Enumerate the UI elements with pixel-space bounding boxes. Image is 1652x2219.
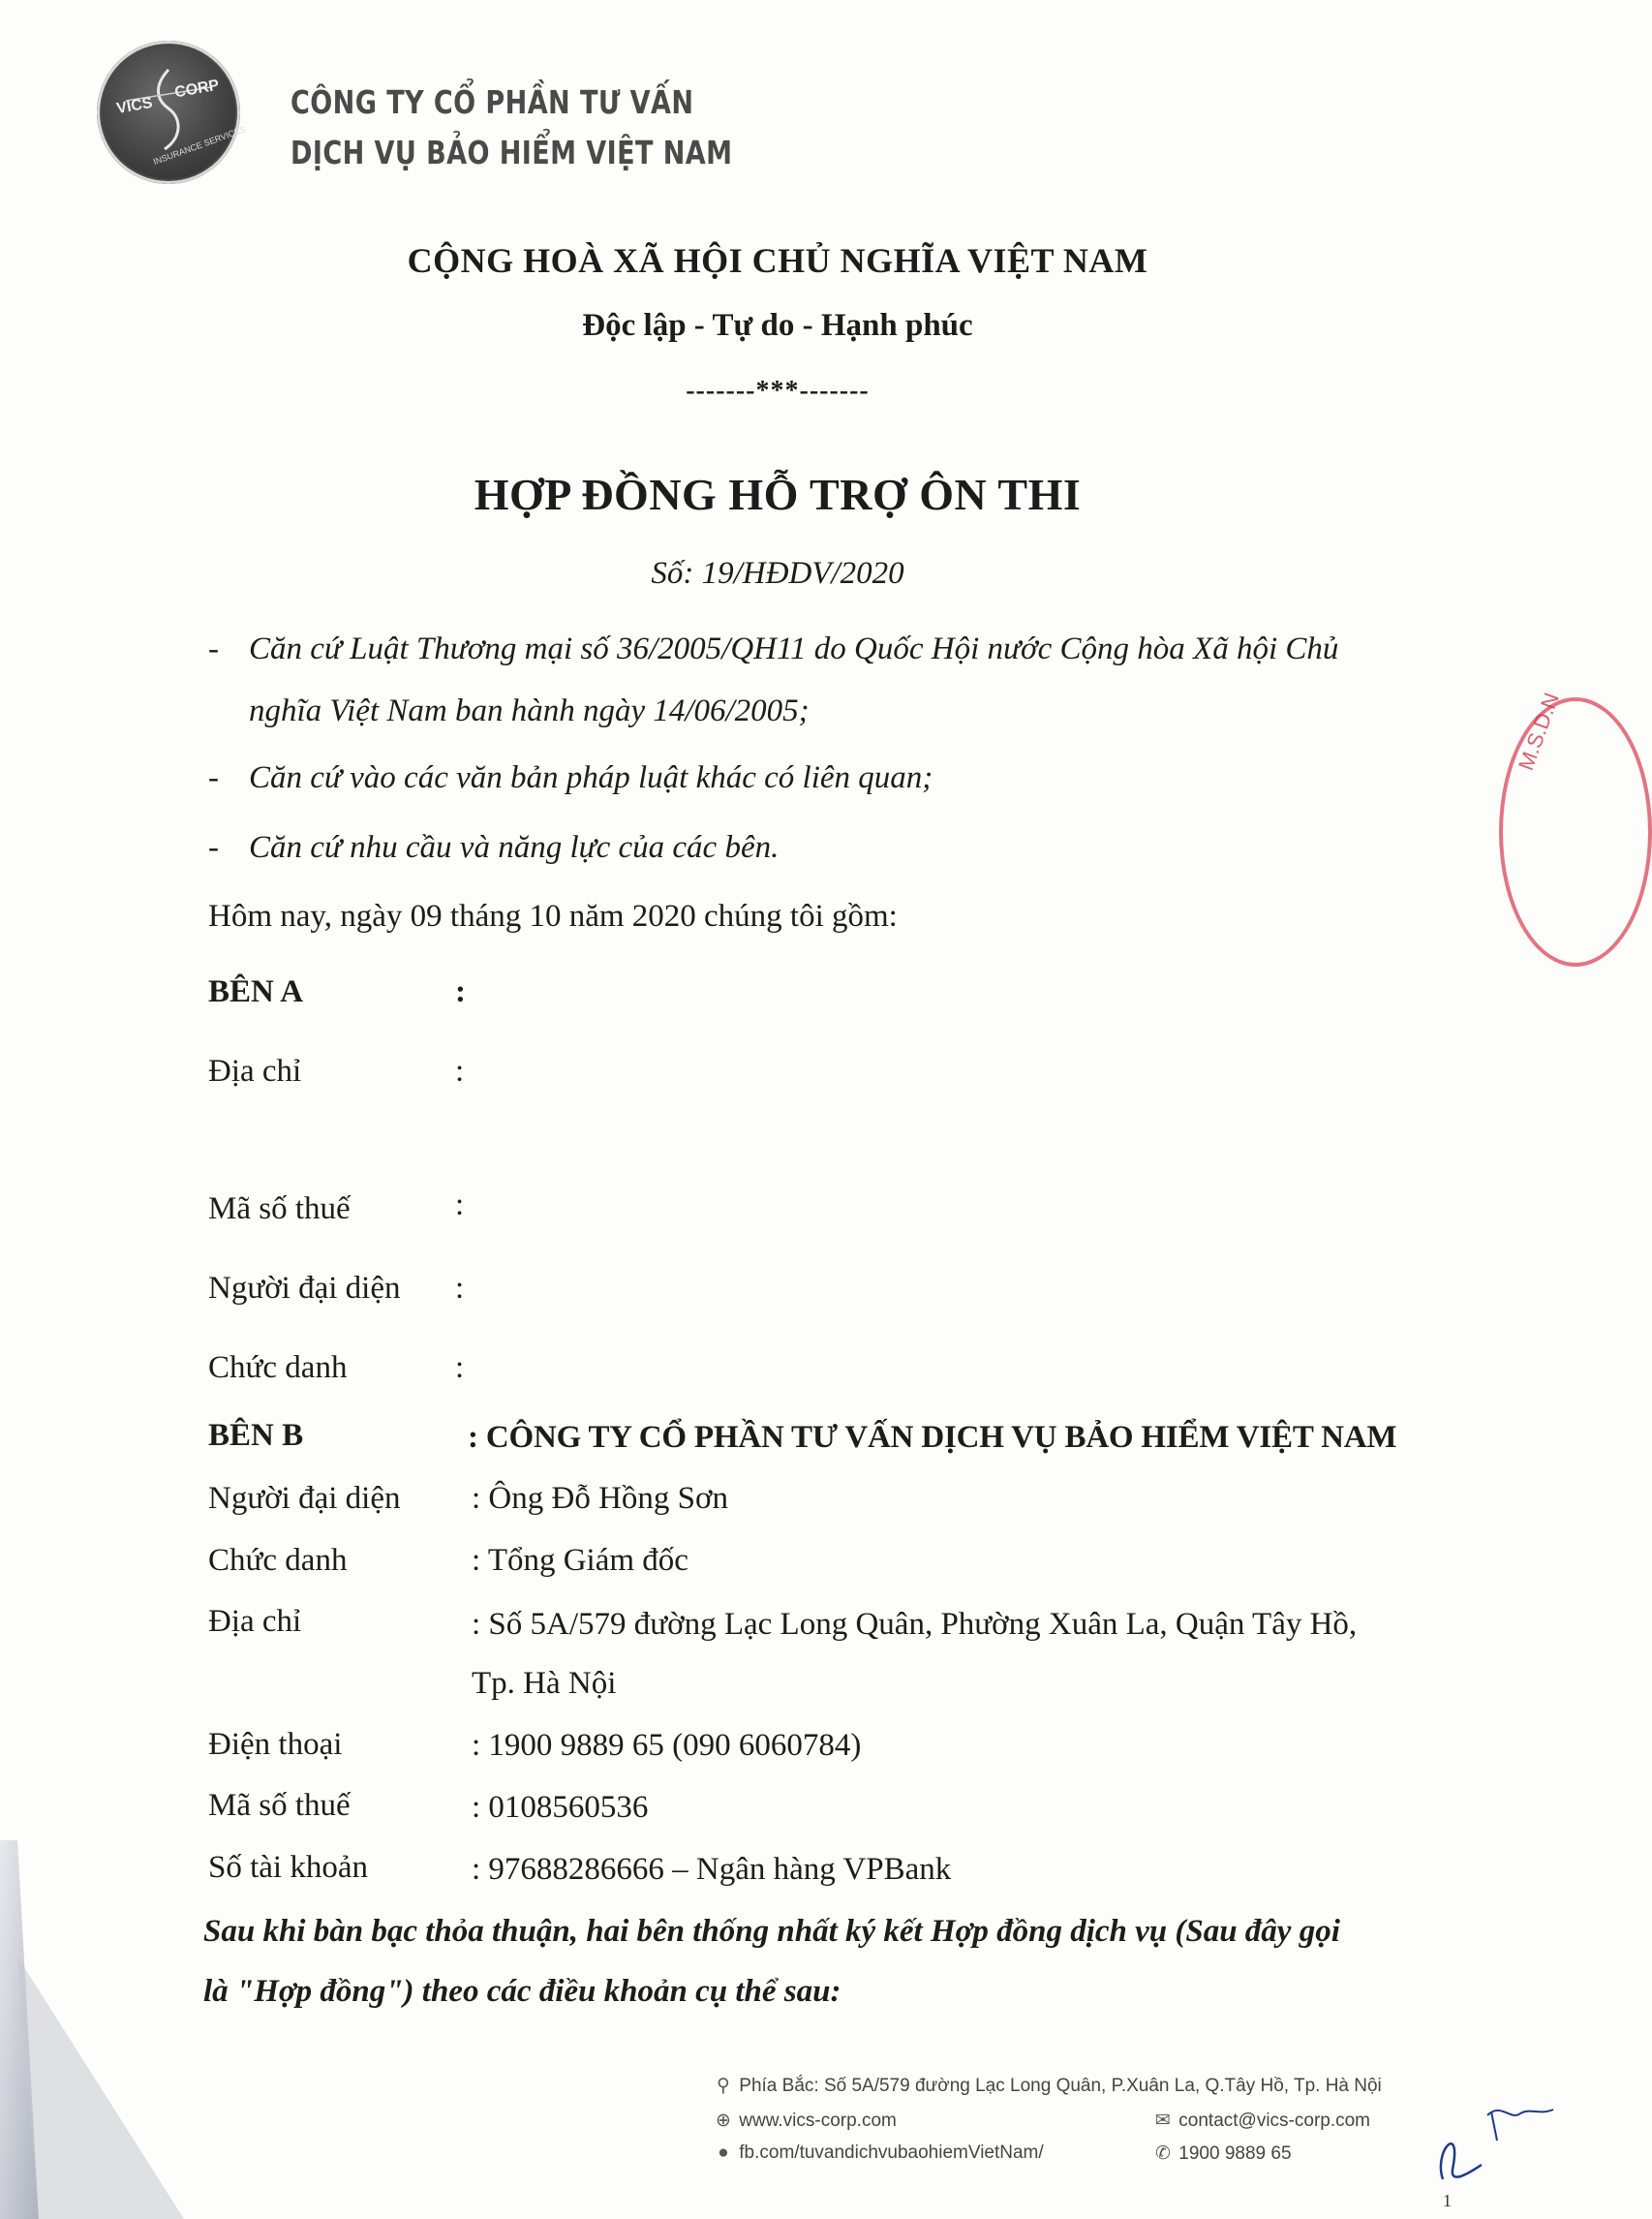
closing-line2: là "Hợp đồng") theo các điều khoản cụ thể sau: — [203, 1974, 841, 2009]
party-b-address-label: Địa chỉ — [208, 1604, 302, 1639]
location-pin-icon: ⚲ — [717, 2076, 730, 2096]
title-divider: -------***------- — [686, 376, 870, 406]
svg-text:VICS: VICS — [115, 94, 154, 118]
party-a-tax-colon: : — [455, 1187, 465, 1222]
party-a-colon: : — [455, 974, 466, 1009]
footer-hotline[interactable] — [1152, 2142, 1292, 2165]
bullet-dash: - — [208, 830, 219, 865]
footer-facebook[interactable] — [713, 2142, 1044, 2164]
national-motto: Độc lập - Tự do - Hạnh phúc — [582, 308, 973, 343]
company-name-line1: CÔNG TY CỔ PHẦN TƯ VẤN — [291, 83, 694, 121]
contract-date-line: Hôm nay, ngày 09 tháng 10 năm 2020 chúng tôi gồm: — [208, 899, 898, 934]
party-b-position-label: Chức danh — [208, 1543, 348, 1578]
footer-email[interactable] — [1152, 2110, 1370, 2132]
party-b-account-value: : 97688286666 – Ngân hàng VPBank — [472, 1852, 952, 1887]
decorative-corner-shape — [0, 1840, 184, 2219]
footer-address — [713, 2075, 1382, 2097]
basis-item-1-line2: nghĩa Việt Nam ban hành ngày 14/06/2005; — [249, 693, 810, 728]
svg-text:CORP: CORP — [173, 77, 221, 102]
bullet-dash: - — [208, 632, 219, 666]
party-a-rep-colon: : — [455, 1271, 465, 1306]
company-header — [291, 77, 732, 178]
facebook-icon: ● — [718, 2142, 729, 2163]
contract-number: Số: 19/HĐDV/2020 — [651, 556, 904, 591]
party-a-label: BÊN A — [208, 974, 304, 1009]
party-b-phone-value: : 1900 9889 65 (090 6060784) — [472, 1728, 862, 1763]
party-b-account-label: Số tài khoản — [208, 1850, 368, 1885]
party-a-address-label: Địa chỉ — [208, 1054, 302, 1089]
logo-emblem-icon — [97, 41, 248, 184]
svg-text:INSURANCE SERVICES: INSURANCE SERVICES — [151, 124, 248, 168]
footer-address-text: Phía Bắc: Số 5A/579 đường Lạc Long Quân, P.Xuân La, Q.Tây Hồ, Tp. Hà Nội — [739, 2076, 1382, 2096]
footer-email-text[interactable]: contact@vics-corp.com — [1178, 2111, 1371, 2131]
party-a-tax-label: Mã số thuế — [208, 1191, 351, 1226]
basis-item-1-line1: Căn cứ Luật Thương mại số 36/2005/QH11 do Quốc Hội nước Cộng hòa Xã hội Chủ — [249, 632, 1339, 666]
mail-icon: ✉ — [1155, 2111, 1171, 2131]
party-a-position-colon: : — [455, 1350, 465, 1385]
party-b-tax-value: : 0108560536 — [472, 1790, 649, 1825]
page-number: 1 — [1443, 2191, 1452, 2210]
signature-mark — [1423, 2082, 1555, 2199]
footer-hotline-text[interactable]: 1900 9889 65 — [1178, 2143, 1292, 2164]
party-b-position-value: : Tổng Giám đốc — [472, 1543, 688, 1578]
party-b-phone-label: Điện thoại — [208, 1727, 343, 1762]
basis-item-3-text: Căn cứ nhu cầu và năng lực của các bên. — [249, 830, 780, 865]
party-a-rep-label: Người đại diện — [208, 1271, 401, 1306]
company-logo — [97, 41, 248, 184]
party-b-rep-label: Người đại diện — [208, 1481, 401, 1516]
closing-line1: Sau khi bàn bạc thỏa thuận, hai bên thống nhất ký kết Hợp đồng dịch vụ (Sau đây gọi — [203, 1914, 1340, 1949]
footer-website[interactable] — [713, 2110, 897, 2132]
party-b-address-line2: Tp. Hà Nội — [472, 1666, 617, 1701]
party-a-position-label: Chức danh — [208, 1350, 348, 1385]
footer-facebook-text[interactable]: fb.com/tuvandichvubaohiemVietNam/ — [739, 2142, 1044, 2163]
red-seal-stamp — [1499, 697, 1652, 967]
party-b-label: BÊN B — [208, 1418, 304, 1453]
contract-title: HỢP ĐỒNG HỖ TRỢ ÔN THI — [474, 470, 1082, 519]
seal-text: M.S.D.N — [1514, 689, 1564, 774]
party-b-name: : CÔNG TY CỔ PHẦN TƯ VẤN DỊCH VỤ BẢO HIỂM VIỆT NAM — [468, 1420, 1397, 1455]
party-b-tax-label: Mã số thuế — [208, 1788, 351, 1823]
bullet-dash: - — [208, 760, 219, 795]
party-a-address-colon: : — [455, 1054, 465, 1089]
party-b-address-line1: : Số 5A/579 đường Lạc Long Quân, Phường Xuân La, Quận Tây Hồ, — [472, 1607, 1358, 1642]
basis-item-2-text: Căn cứ vào các văn bản pháp luật khác có liên quan; — [249, 760, 933, 795]
national-title: CỘNG HOÀ XÃ HỘI CHỦ NGHĨA VIỆT NAM — [407, 241, 1148, 280]
globe-icon: ⊕ — [716, 2111, 731, 2131]
phone-icon: ✆ — [1155, 2143, 1171, 2164]
company-name-line2: DỊCH VỤ BẢO HIỂM VIỆT NAM — [291, 134, 733, 171]
footer-website-text[interactable]: www.vics-corp.com — [739, 2111, 897, 2131]
party-b-rep-value: : Ông Đỗ Hồng Sơn — [472, 1481, 728, 1516]
